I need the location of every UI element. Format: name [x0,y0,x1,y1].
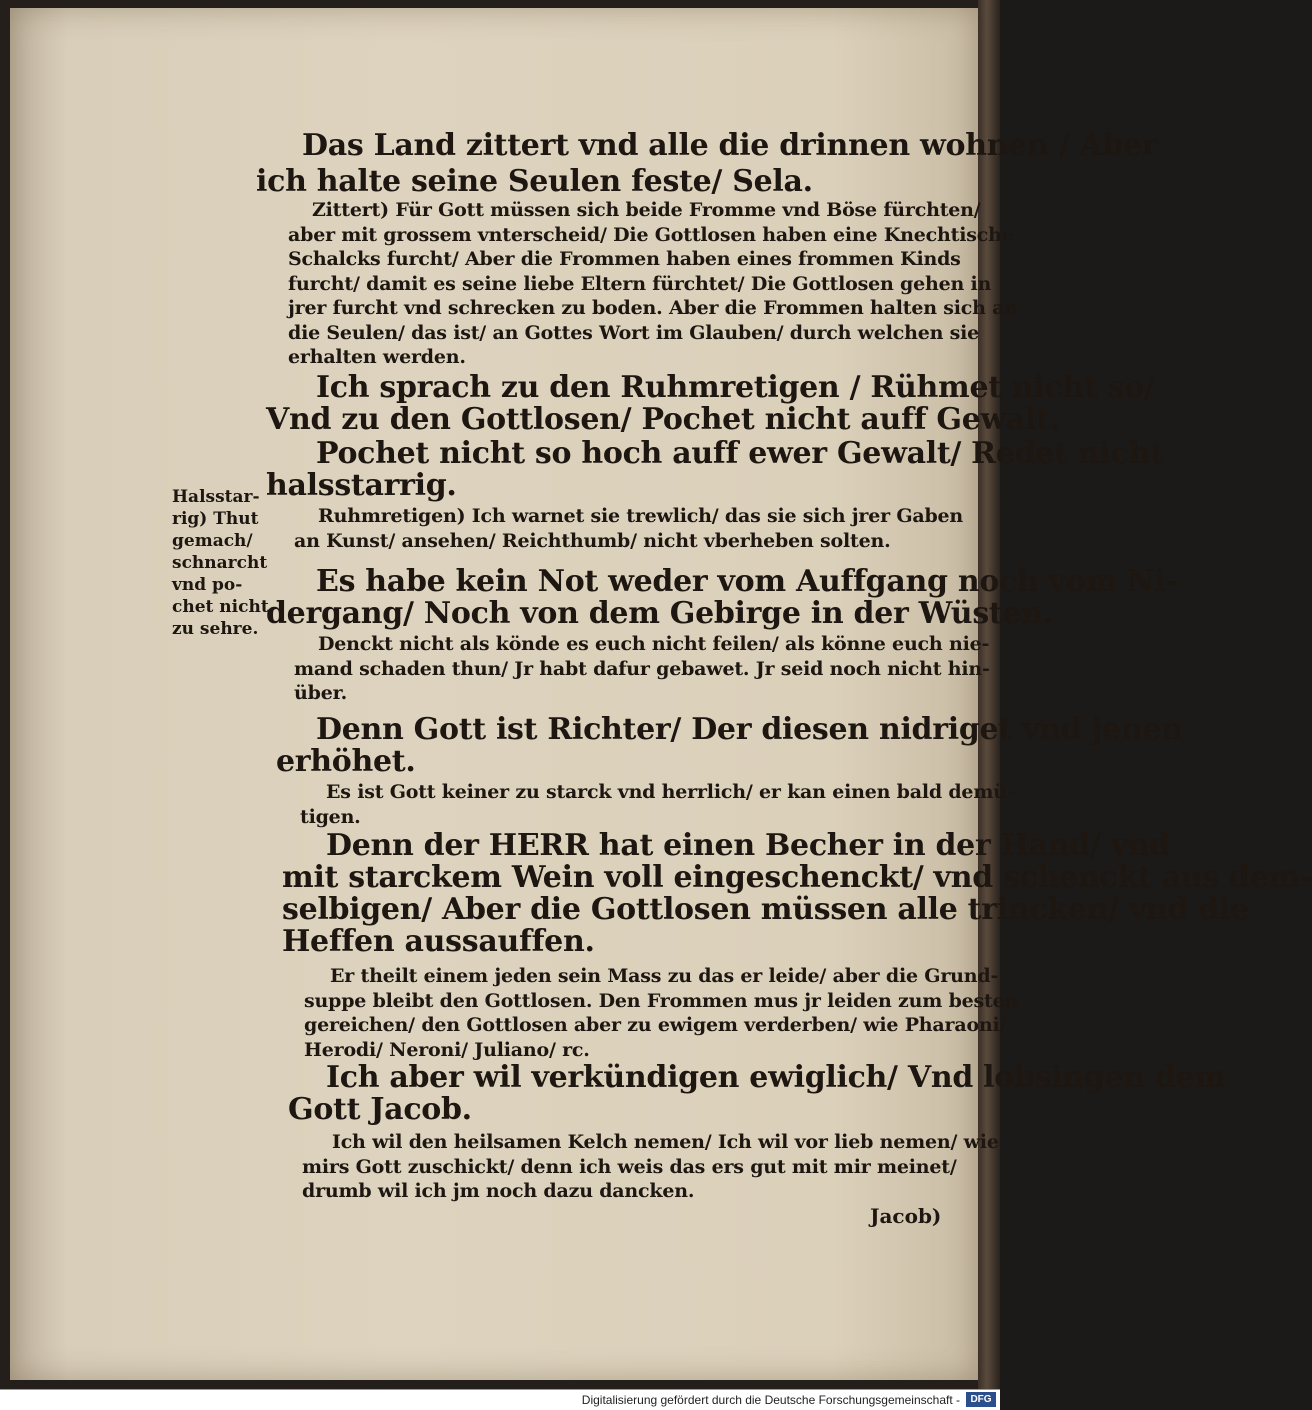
verse-line: Heffen aussauffen. [282,924,595,959]
gloss-5 [304,964,1019,1062]
verse-line: Vnd zu den Gottlosen/ Pochet nicht auff Gewalt. [266,402,1060,437]
dfg-logo: DFG [966,1392,996,1407]
gloss-line: furcht/ damit es seine liebe Eltern fürchtet/ Die Gottlosen gehen in [288,272,992,295]
verse-7 [288,1060,1226,1127]
gloss-6 [302,1130,999,1204]
margin-line: rig) Thut [172,509,259,529]
gloss-line: Es ist Gott keiner zu starck vnd herrlich/ er kan einen bald demü- [326,781,1015,803]
verse-line: ich halte seine Seulen feste/ Sela. [256,164,813,199]
verse-6 [282,828,1312,959]
gloss-4 [300,780,1015,829]
margin-line: vnd po- [172,575,243,595]
gloss-line: Er theilt einem jeden sein Mass zu das er leide/ aber die Grund- [330,965,999,987]
gloss-line: suppe bleibt den Gottlosen. Den Frommen mus jr leiden zum besten [304,989,1019,1012]
gloss-line: jrer furcht vnd schrecken zu boden. Aber die Frommen halten sich an [288,297,1018,319]
gloss-line: an Kunst/ ansehen/ Reichthumb/ nicht vberheben solten. [294,529,891,552]
verse-line: selbigen/ Aber die Gottlosen müssen alle trincken/ vnd die [282,892,1249,927]
verse-line: Das Land zittert vnd alle die drinnen wohnen / Aber [302,128,1158,163]
verse-line: Denn Gott ist Richter/ Der diesen nidriget vnd jenen [316,712,1183,747]
book-page [10,8,1312,1380]
margin-line: zu sehre. [172,619,259,639]
verse-line: erhöhet. [276,744,416,779]
gloss-1 [288,198,1018,370]
gloss-line: Denckt nicht als könde es euch nicht feilen/ als könne euch nie- [318,633,990,655]
gloss-line: drumb wil ich jm noch dazu dancken. [302,1180,695,1202]
verse-line: Pochet nicht so hoch auff ewer Gewalt/ Redet nicht [316,436,1164,471]
verse-line: dergang/ Noch von dem Gebirge in der Wüsten. [266,596,1053,631]
gloss-line: Herodi/ Neroni/ Juliano/ rc. [304,1038,590,1061]
margin-note [172,486,278,640]
verse-line: Ich sprach zu den Ruhmretigen / Rühmet nicht so/ [316,370,1155,405]
gloss-line: gereichen/ den Gottlosen aber zu ewigem verderben/ wie Pharaoni/ [304,1014,1007,1036]
verse-2 [266,370,1155,437]
verse-line: Gott Jacob. [288,1092,472,1127]
verse-5 [276,712,1183,779]
margin-line: schnarcht [172,553,268,573]
gloss-line: die Seulen/ das ist/ an Gottes Wort im Glauben/ durch welchen sie [288,321,980,344]
verse-3 [266,436,1164,503]
margin-line: chet nicht [172,597,269,617]
footer-bar [0,1389,1000,1410]
gloss-line: erhalten werden. [288,346,466,368]
catchword: Jacob) [870,1204,942,1228]
gloss-2 [294,504,964,553]
margin-line: Halsstar- [172,487,260,507]
gloss-line: über. [294,682,348,704]
gloss-line: Ich wil den heilsamen Kelch nemen/ Ich wil vor lieb nemen/ wie [332,1131,999,1153]
verse-line: halsstarrig. [266,468,457,503]
verse-1 [256,128,1158,199]
verse-line: Ich aber wil verkündigen ewiglich/ Vnd lobsingen dem [326,1060,1226,1095]
gloss-line: mand schaden thun/ Jr habt dafur gebawet. Jr seid noch nicht hin- [294,657,990,680]
gloss-line: Ruhmretigen) Ich warnet sie trewlich/ das sie sich jrer Gaben [318,505,964,527]
gloss-3 [294,632,990,706]
verse-4 [266,564,1178,631]
gloss-line: Schalcks furcht/ Aber die Frommen haben eines frommen Kinds [288,248,961,270]
verse-line: mit starckem Wein voll eingeschenckt/ vnd schenckt aus dem- [282,860,1312,895]
funding-credit: Digitalisierung gefördert durch die Deutsche Forschungsgemeinschaft - [581,1393,960,1407]
margin-line: gemach/ [172,531,253,551]
gloss-line: mirs Gott zuschickt/ denn ich weis das ers gut mit mir meinet/ [302,1155,957,1178]
gloss-line: Zittert) Für Gott müssen sich beide Fromme vnd Böse fürchten/ [312,199,981,221]
verse-line: Denn der HERR hat einen Becher in der Hand/ vnd [326,828,1171,863]
verse-line: Es habe kein Not weder vom Auffgang noch vom Ni- [316,564,1178,599]
gloss-line: aber mit grossem vnterscheid/ Die Gottlosen haben eine Knechtische [288,223,1014,246]
gloss-line: tigen. [300,805,361,828]
